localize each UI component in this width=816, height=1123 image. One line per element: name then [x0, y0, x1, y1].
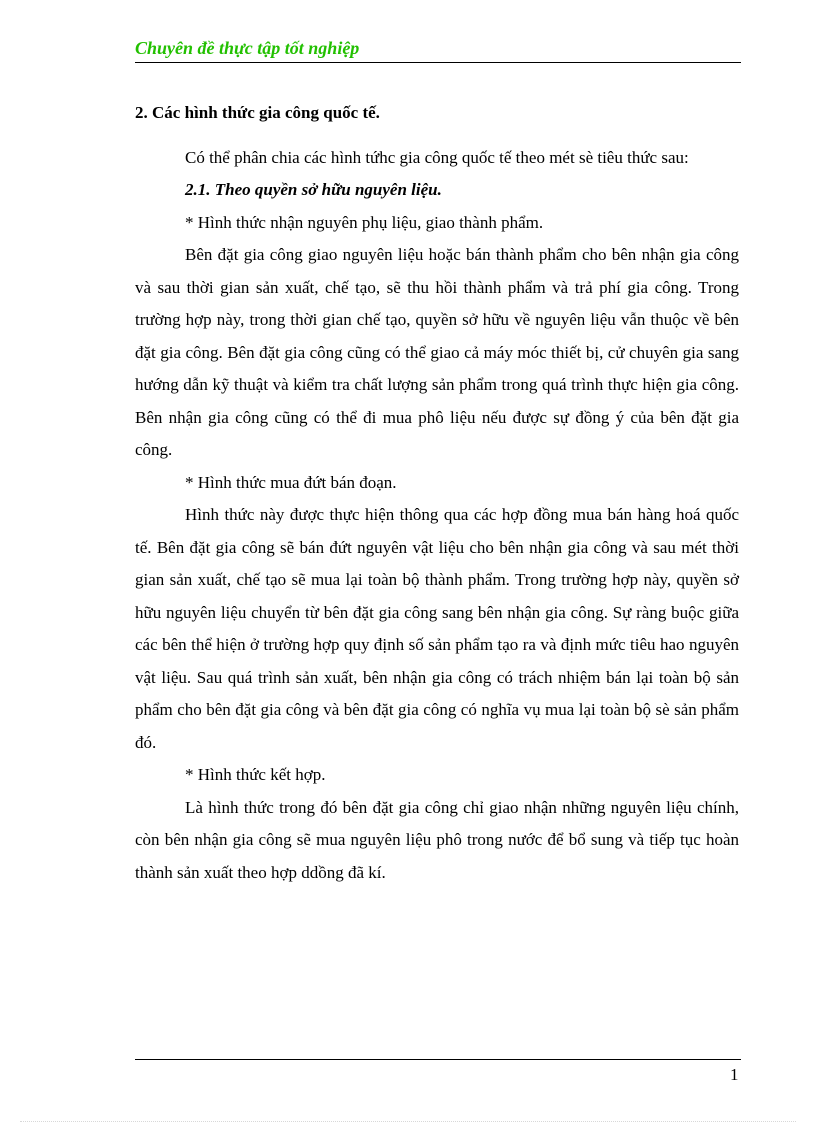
item-title-1: * Hình thức nhận nguyên phụ liệu, giao thành phẩm.	[185, 212, 544, 232]
subsection-heading: 2.1. Theo quyền sở hữu nguyên liệu.	[185, 180, 442, 199]
document-body	[135, 97, 739, 889]
running-header-title: Chuyên đề thực tập tốt nghiệp	[135, 38, 360, 58]
item-title-2: * Hình thức mua đứt bán đoạn.	[185, 472, 397, 492]
item-body-1: Bên đặt gia công giao nguyên liệu hoặc bán thành phẩm cho bên nhận gia công và sau thời gian sản xuất, chế tạo, sẽ thu hồi thành phẩm và trả phí gia công. Trong trường hợp này, trong thời gian chế tạo, quyền sở hữu về nguyên liệu vẫn thuộc về bên đặt gia công. Bên đặt gia công cũng có thể giao cả máy móc thiết bị, cử chuyên gia sang hướng dẫn kỹ thuật và kiểm tra chất lượng sản phẩm trong quá trình thực hiện gia công. Bên nhận gia công cũng có thể đi mua phô liệu nếu được sự đồng ý của bên đặt gia công.	[135, 245, 739, 459]
page-bottom-edge	[20, 1121, 796, 1122]
item-title-3: * Hình thức kết hợp.	[185, 765, 326, 784]
header-divider	[135, 62, 741, 63]
intro-paragraph: Có thể phân chia các hình tứhc gia công quốc tế theo mét sè tiêu thức sau:	[185, 147, 689, 167]
page-number: 1	[730, 1065, 739, 1084]
item-body-2: Hình thức này được thực hiện thông qua các hợp đồng mua bán hàng hoá quốc tế. Bên đặt gia công sẽ bán đứt nguyên vật liệu cho bên nhận gia công và sau mét thời gian sản xuất, chế tạo sẽ mua lại toàn bộ thành phẩm. Trong trường hợp này, quyền sở hữu nguyên liệu chuyển từ bên đặt gia công sang bên nhận gia công. Sự ràng buộc giữa các bên thể hiện ở trường hợp quy định số sản phẩm tạo ra và định mức tiêu hao nguyên vật liệu. Sau quá trình sản xuất, bên nhận gia công có trách nhiệm bán lại toàn bộ sản phẩm cho bên đặt gia công và bên đặt gia công có nghĩa vụ mua lại toàn bộ sè sản phẩm đó.	[135, 505, 739, 752]
footer-divider	[135, 1059, 741, 1060]
section-heading: 2. Các hình thức gia công quốc tế.	[135, 103, 380, 122]
item-body-3: Là hình thức trong đó bên đặt gia công chỉ giao nhận những nguyên liệu chính, còn bên nhận gia công sẽ mua nguyên liệu phô trong nước để bổ sung và tiếp tục hoàn thành sản xuất theo hợp ddồng đã kí.	[135, 797, 739, 882]
